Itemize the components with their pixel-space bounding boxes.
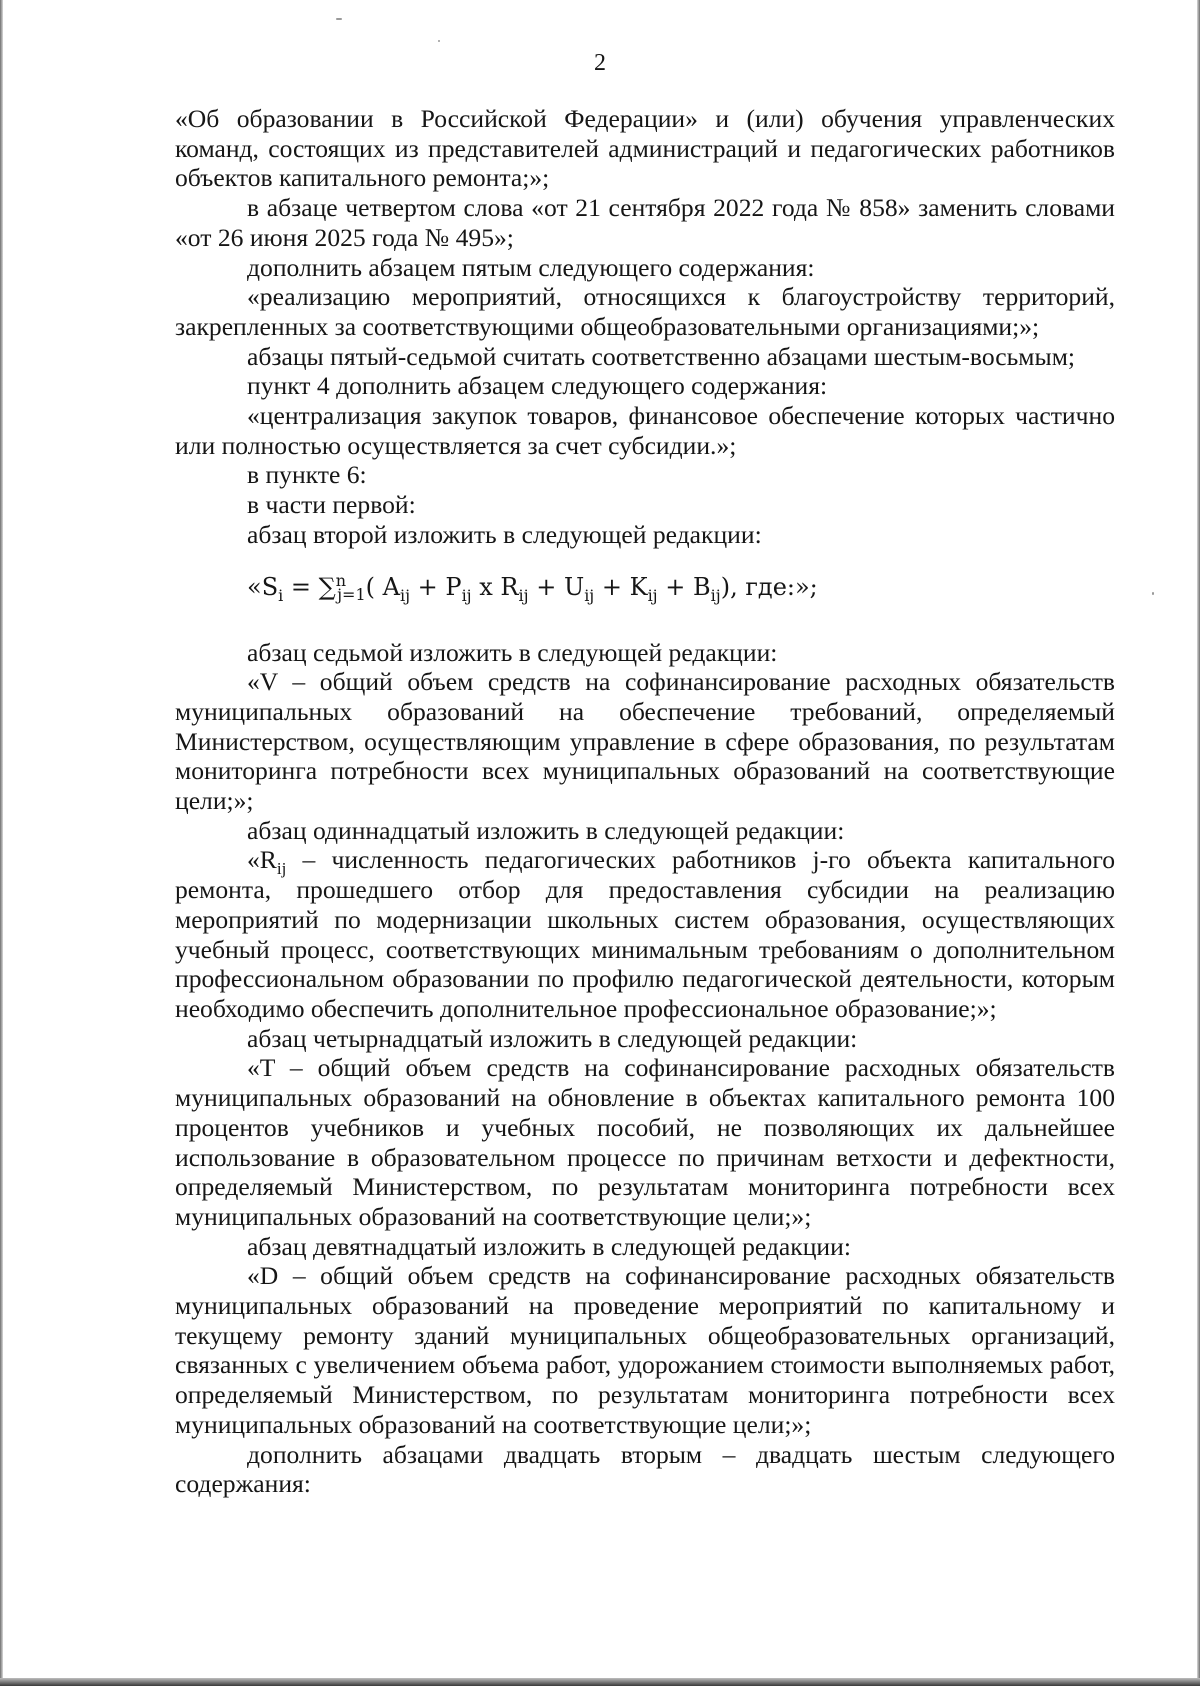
formula-part: x R — [471, 572, 519, 601]
paragraph: абзац четырнадцатый изложить в следующей редакции: — [247, 1023, 858, 1053]
formula-subscript: ij — [710, 585, 721, 605]
paragraph: абзац одиннадцатый изложить в следующей редакции: — [247, 815, 845, 845]
paragraph: «централизация закупок товаров, финансовое обеспечение которых частично или полностью осуществляется за счет субсидии.»; — [175, 401, 1115, 460]
scan-edge-left — [0, 0, 3, 1686]
paragraph: в пункте 6: — [247, 460, 367, 490]
formula-subscript: ij — [584, 585, 595, 605]
paragraph: «Об образовании в Российской Федерации» и (или) обучения управленческих команд, состоящих из представителей администраций и педагогических работников объектов капитального ремонта;»; — [175, 104, 1115, 193]
paragraph: пункт 4 дополнить абзацем следующего содержания: — [247, 371, 828, 401]
formula-part: S — [261, 572, 279, 601]
paragraph: «реализацию мероприятий, относящихся к благоустройству территорий, закрепленных за соответствующими общеобразовательными организациями;»; — [175, 282, 1115, 341]
formula-subscript: i — [278, 585, 284, 605]
formula-superscript: n — [335, 570, 347, 590]
formula-subscript: ij — [461, 585, 472, 605]
paragraph: в абзаце четвертом слова «от 21 сентября 2022 года № 858» заменить словами «от 26 июня 2025 года № 495»; — [175, 193, 1115, 252]
paragraph: дополнить абзацем пятым следующего содержания: — [247, 252, 815, 282]
formula-subscript: ij — [647, 585, 658, 605]
definition-symbol: «R — [247, 845, 277, 875]
paragraph: абзац второй изложить в следующей редакции: — [247, 519, 762, 549]
paragraph-definition-r — [175, 845, 1115, 1023]
formula-subscript: ij — [399, 585, 411, 605]
paragraph: «T – общий объем средств на софинансирование расходных обязательств муниципальных образований на обновление в объектах капитального ремонта 100 процентов учебников и учебных пособий, не позволяющих их дальнейшее использование в образовательном процессе по причинам ветхости и дефектности, определяемый Министерством, по результатам мониторинга потребности всех муниципальных образований на соответствующие цели;»; — [175, 1053, 1115, 1231]
formula-part: ( A — [365, 572, 400, 601]
formula-part: + B — [657, 572, 711, 601]
paragraph: абзац седьмой изложить в следующей редакции: — [247, 637, 778, 667]
document-body — [175, 104, 1115, 1499]
paragraph: «V – общий объем средств на софинансирование расходных обязательств муниципальных образований на обеспечение требований, определяемый Министерством, осуществляющим управление в сфере образования, по результатам мониторинга потребности всех муниципальных образований на соответствующие цели;»; — [175, 667, 1115, 816]
paragraph: «D – общий объем средств на софинансирование расходных обязательств муниципальных образований на проведение мероприятий по капитальному и текущему ремонту зданий муниципальных общеобразовательных организаций, связанных с увеличением объема работ, удорожанием стоимости выполняемых работ, определяемый Министерством, по результатам мониторинга потребности всех муниципальных образований на соответствующие цели;»; — [175, 1261, 1115, 1439]
formula — [175, 570, 1115, 605]
formula-part: + K — [594, 572, 648, 601]
formula-part: ), где:»; — [720, 572, 818, 601]
formula-part: + U — [528, 572, 585, 601]
scan-edge-bottom — [0, 1678, 1200, 1686]
formula-subscript: j=1 — [337, 585, 366, 605]
paragraph: абзац девятнадцатый изложить в следующей редакции: — [247, 1231, 851, 1261]
scan-speck — [336, 18, 342, 20]
paragraph: в части первой: — [247, 490, 416, 520]
definition-symbol-subscript: ij — [276, 859, 287, 879]
formula-part: « — [247, 572, 262, 601]
formula-part: ∑ — [318, 572, 336, 601]
scan-speck — [1152, 592, 1154, 595]
paragraph: абзацы пятый-седьмой считать соответственно абзацами шестым-восьмым; — [247, 341, 1076, 371]
formula-part: + P — [410, 572, 462, 601]
scan-speck — [438, 40, 440, 42]
paragraph: дополнить абзацами двадцать вторым – двадцать шестым следующего содержания: — [175, 1439, 1115, 1499]
formula-part: = — [283, 572, 319, 601]
definition-text: – численность педагогических работников j-го объекта капитального ремонта, прошедшего отбор для предоставления субсидии на реализацию мероприятий по модернизации школьных систем образования, осуществляющих учебный процесс, соответствующих минимальным требованиям о дополнительном профессиональном образовании по профилю педагогической деятельности, которым необходимо обеспечить дополнительное профессиональное образование;»; — [175, 845, 1115, 1023]
page-number: 2 — [594, 50, 606, 76]
formula-subscript: ij — [518, 585, 529, 605]
